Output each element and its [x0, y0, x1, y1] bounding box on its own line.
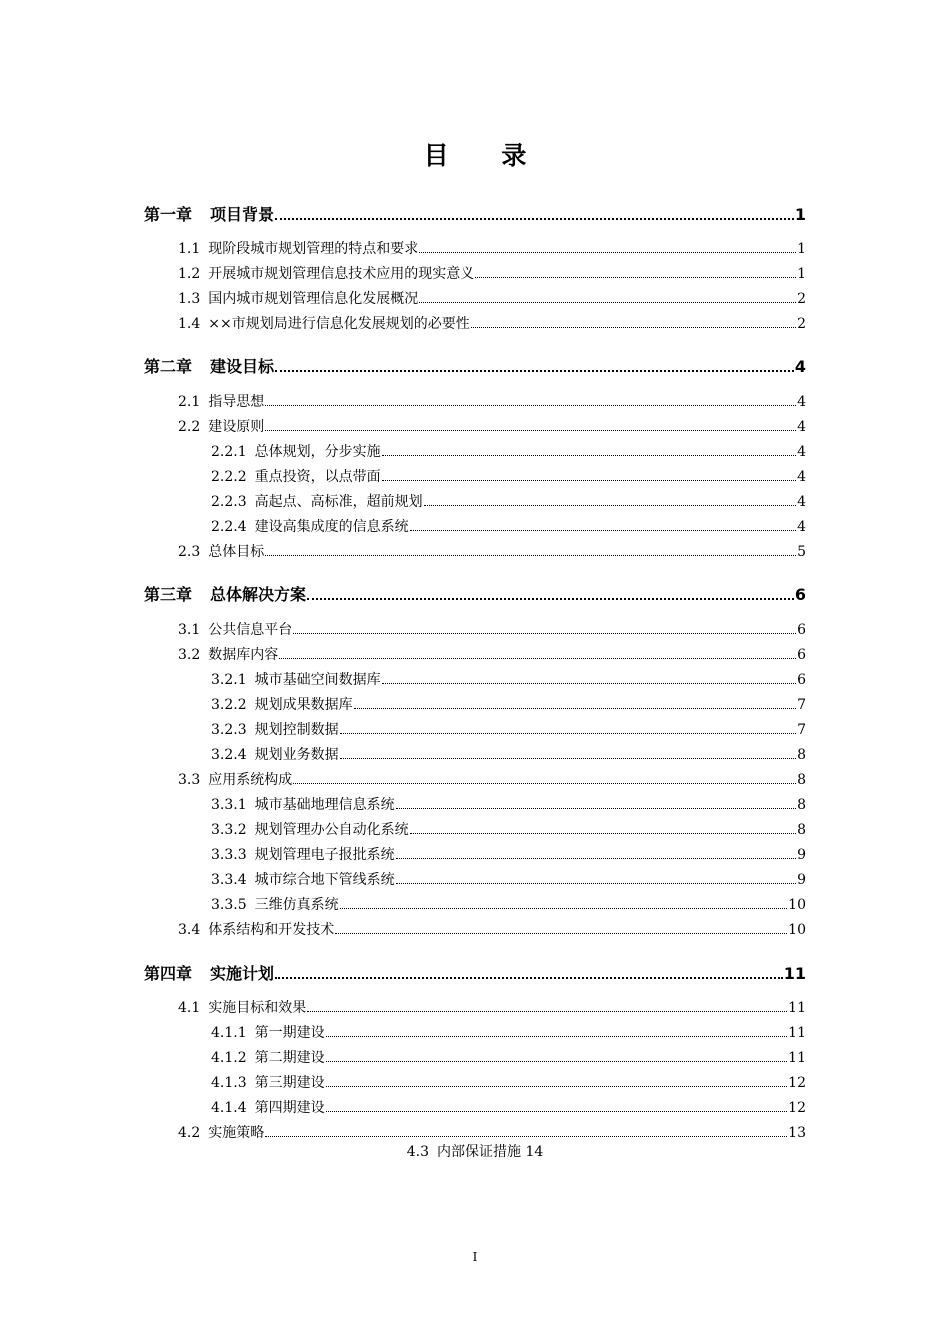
toc-entry-page: 4	[797, 444, 806, 460]
toc-section-entry[interactable]	[178, 317, 806, 331]
toc-entry-page: 9	[797, 847, 806, 863]
toc-entry-text: 开展城市规划管理信息技术应用的现实意义	[208, 266, 475, 282]
toc-entry-page: 11	[788, 1000, 806, 1016]
toc-entry-number: 2.2	[178, 419, 201, 435]
toc-entry-number: 3.3.4	[211, 872, 247, 888]
toc-dot-leader	[410, 530, 796, 531]
toc-entry-page: 12	[788, 1075, 806, 1091]
toc-entry-text: 国内城市规划管理信息化发展概况	[208, 291, 419, 307]
toc-subsection-entry[interactable]	[211, 1076, 806, 1090]
toc-subsection-entry[interactable]	[211, 1051, 806, 1065]
toc-entry-text: 建设目标	[210, 357, 275, 376]
toc-section-entry[interactable]	[178, 267, 806, 281]
toc-dot-leader	[382, 683, 796, 684]
toc-subsection-entry[interactable]	[211, 470, 806, 484]
toc-entry-page: 8	[797, 797, 806, 813]
toc-dot-leader	[279, 658, 796, 659]
toc-entry-text: 城市基础空间数据库	[254, 672, 381, 688]
toc-entry-text: 公共信息平台	[208, 622, 293, 638]
toc-entry-text: 应用系统构成	[208, 772, 293, 788]
toc-chapter-entry[interactable]	[144, 966, 806, 982]
toc-entry-text: 内部保证措施	[436, 1144, 521, 1160]
toc-entry-page: 1	[797, 241, 806, 257]
toc-subsection-entry[interactable]	[211, 1101, 806, 1115]
toc-entry-text: 三维仿真系统	[254, 897, 339, 913]
toc-entry-number: 1.2	[178, 266, 201, 282]
toc-subsection-entry[interactable]	[211, 698, 806, 712]
toc-entry-page: 11	[788, 1050, 806, 1066]
toc-entry-number: 第四章	[144, 964, 193, 983]
toc-entry-number: 3.3.3	[211, 847, 247, 863]
toc-entry-page: 6	[797, 672, 806, 688]
toc-entry-number: 4.1.2	[211, 1050, 247, 1066]
toc-dot-leader	[340, 733, 796, 734]
toc-entry-number: 4.1	[178, 1000, 201, 1016]
toc-entry-page: 8	[797, 772, 806, 788]
toc-entry-text: 规划管理电子报批系统	[254, 847, 395, 863]
toc-section-entry[interactable]	[178, 395, 806, 409]
toc-dot-leader	[326, 1036, 788, 1037]
toc-dot-leader	[307, 1011, 787, 1012]
toc-dot-leader	[396, 883, 796, 884]
toc-entry-text: 城市综合地下管线系统	[254, 872, 395, 888]
toc-section-entry[interactable]	[178, 648, 806, 662]
toc-entry-text: 实施计划	[210, 964, 275, 983]
toc-entry-page: 10	[788, 922, 806, 938]
toc-subsection-entry[interactable]	[211, 495, 806, 509]
toc-entry-text: 指导思想	[208, 394, 265, 410]
toc-entry-page: 12	[788, 1100, 806, 1116]
toc-entry-text: 重点投资，以点带面	[254, 469, 381, 485]
toc-entry-text: 规划管理办公自动化系统	[254, 822, 409, 838]
toc-entry-number: 1.4	[178, 316, 201, 332]
toc-dot-leader	[340, 758, 796, 759]
toc-entry-page: 6	[794, 585, 806, 604]
toc-dot-leader	[265, 405, 796, 406]
toc-entry-page: 5	[797, 544, 806, 560]
toc-entry-page: 11	[788, 1025, 806, 1041]
toc-entry-number: 4.2	[178, 1125, 201, 1141]
toc-entry-number: 1.3	[178, 291, 201, 307]
toc-entry-page: 7	[797, 722, 806, 738]
toc-subsection-entry[interactable]	[211, 445, 806, 459]
toc-dot-leader	[265, 555, 796, 556]
toc-dot-leader	[382, 455, 796, 456]
toc-entry-number: 3.3.5	[211, 897, 247, 913]
toc-entry-text: 城市基础地理信息系统	[254, 797, 395, 813]
toc-dot-leader	[419, 252, 796, 253]
toc-entry-page: 9	[797, 872, 806, 888]
toc-subsection-entry[interactable]	[211, 798, 806, 812]
toc-entry-number: 3.2.2	[211, 697, 247, 713]
toc-entry-page: 1	[794, 205, 806, 224]
toc-entry-text: 第三期建设	[254, 1075, 325, 1091]
toc-entry-number: 3.3	[178, 772, 201, 788]
toc-dot-leader	[326, 1111, 788, 1112]
toc-entry-number: 3.2.1	[211, 672, 247, 688]
toc-entry-number: 4.1.3	[211, 1075, 247, 1091]
toc-entry-number: 3.1	[178, 622, 201, 638]
toc-dot-leader	[475, 277, 796, 278]
toc-entry-number: 3.3.2	[211, 822, 247, 838]
toc-entry-text: 项目背景	[210, 205, 275, 224]
toc-entry-text: 规划控制数据	[254, 722, 339, 738]
toc-dot-leader	[335, 933, 787, 934]
toc-entry-page: 1	[797, 266, 806, 282]
toc-entry-page: 4	[797, 519, 806, 535]
toc-subsection-entry[interactable]	[211, 1026, 806, 1040]
toc-entry-text: 实施目标和效果	[208, 1000, 307, 1016]
toc-subsection-entry[interactable]	[211, 848, 806, 862]
toc-dot-leader	[326, 1061, 788, 1062]
toc-section-entry[interactable]	[178, 1001, 806, 1015]
toc-entry-page: 8	[797, 822, 806, 838]
toc-entry-page: 6	[797, 647, 806, 663]
toc-section-entry[interactable]	[178, 923, 806, 937]
toc-section-entry[interactable]	[178, 623, 806, 637]
page-footer-number: I	[472, 1250, 478, 1264]
toc-chapter-entry[interactable]	[144, 359, 806, 375]
toc-dot-leader	[265, 430, 796, 431]
toc-entry-page: 4	[797, 494, 806, 510]
toc-entry-page: 13	[788, 1125, 806, 1141]
toc-entry-number: 第一章	[144, 205, 193, 224]
toc-subsection-entry[interactable]	[211, 823, 806, 837]
toc-entry-text: 高起点、高标准，超前规划	[254, 494, 423, 510]
toc-entry-text: 总体规划，分步实施	[254, 444, 381, 460]
toc-entry-text: 现阶段城市规划管理的特点和要求	[208, 241, 419, 257]
toc-subsection-entry[interactable]	[211, 723, 806, 737]
toc-entry-number: 3.2.4	[211, 747, 247, 763]
toc-dot-leader	[410, 833, 796, 834]
toc-entry-number: 4.3	[406, 1144, 429, 1160]
toc-entry-page: 14	[525, 1144, 544, 1160]
toc-entry-page: 7	[797, 697, 806, 713]
toc-dot-leader	[307, 598, 794, 600]
toc-entry-text: 体系结构和开发技术	[208, 922, 335, 938]
toc-entry-text: 数据库内容	[208, 647, 279, 663]
toc-subsection-entry[interactable]	[211, 898, 806, 912]
toc-dot-leader	[293, 783, 796, 784]
toc-entry-number: 2.2.4	[211, 519, 247, 535]
toc-dot-leader	[419, 302, 796, 303]
toc-entry-text: ××市规划局进行信息化发展规划的必要性	[208, 316, 470, 332]
toc-dot-leader	[396, 808, 796, 809]
toc-entry-page: 4	[797, 419, 806, 435]
toc-entry-number: 2.2.1	[211, 444, 247, 460]
toc-entry-page: 8	[797, 747, 806, 763]
toc-entry-text: 第四期建设	[254, 1100, 325, 1116]
toc-dot-leader	[424, 505, 796, 506]
toc-dot-leader	[340, 908, 788, 909]
toc-entry-number: 2.2.2	[211, 469, 247, 485]
toc-entry-number: 3.2	[178, 647, 201, 663]
toc-chapter-entry[interactable]	[144, 207, 806, 223]
toc-entry-page: 4	[797, 394, 806, 410]
toc-section-entry[interactable]	[178, 242, 806, 256]
toc-entry-text: 规划成果数据库	[254, 697, 353, 713]
toc-entry-text: 实施策略	[208, 1125, 265, 1141]
toc-subsection-entry[interactable]	[211, 673, 806, 687]
toc-entry-text: 总体解决方案	[210, 585, 307, 604]
toc-entry-number: 2.1	[178, 394, 201, 410]
toc-entry-page: 4	[797, 469, 806, 485]
toc-entry-number: 第三章	[144, 585, 193, 604]
toc-entry-number: 第二章	[144, 357, 193, 376]
toc-entry-number: 2.2.3	[211, 494, 247, 510]
toc-section-entry[interactable]	[178, 545, 806, 559]
toc-entry-text: 第二期建设	[254, 1050, 325, 1066]
toc-subsection-entry[interactable]	[211, 748, 806, 762]
toc-dot-leader	[293, 633, 796, 634]
toc-entry-number: 2.3	[178, 544, 201, 560]
toc-dot-leader	[354, 708, 796, 709]
toc-dot-leader	[471, 327, 796, 328]
toc-entry-number: 1.1	[178, 241, 201, 257]
toc-entry-number: 3.2.3	[211, 722, 247, 738]
toc-entry-page: 2	[797, 316, 806, 332]
toc-entry-page: 6	[797, 622, 806, 638]
toc-entry-text: 规划业务数据	[254, 747, 339, 763]
toc-entry-number: 3.3.1	[211, 797, 247, 813]
toc-entry-page: 4	[794, 357, 806, 376]
toc-entry-text: 总体目标	[208, 544, 265, 560]
toc-chapter-entry[interactable]	[144, 587, 806, 603]
toc-section-entry[interactable]	[178, 1126, 806, 1140]
toc-dot-leader	[396, 858, 796, 859]
toc-entry-number: 4.1.1	[211, 1025, 247, 1041]
toc-entry-number: 4.1.4	[211, 1100, 247, 1116]
toc-entry-text: 建设原则	[208, 419, 265, 435]
toc-entry-number: 3.4	[178, 922, 201, 938]
toc-entry-text: 建设高集成度的信息系统	[254, 519, 409, 535]
toc-dot-leader	[275, 977, 783, 979]
toc-section-entry[interactable]	[178, 292, 806, 306]
toc-dot-leader	[265, 1136, 787, 1137]
toc-entry-unformatted[interactable]	[0, 1145, 950, 1159]
toc-dot-leader	[275, 218, 794, 220]
toc-dot-leader	[326, 1086, 788, 1087]
toc-dot-leader	[275, 370, 794, 372]
toc-subsection-entry[interactable]	[211, 873, 806, 887]
toc-entry-page: 10	[788, 897, 806, 913]
toc-entry-page: 2	[797, 291, 806, 307]
toc-section-entry[interactable]	[178, 420, 806, 434]
toc-entry-text: 第一期建设	[254, 1025, 325, 1041]
toc-subsection-entry[interactable]	[211, 520, 806, 534]
toc-section-entry[interactable]	[178, 773, 806, 787]
toc-entry-page: 11	[783, 964, 806, 983]
toc-title: 目 录	[423, 141, 549, 170]
toc-dot-leader	[382, 480, 796, 481]
